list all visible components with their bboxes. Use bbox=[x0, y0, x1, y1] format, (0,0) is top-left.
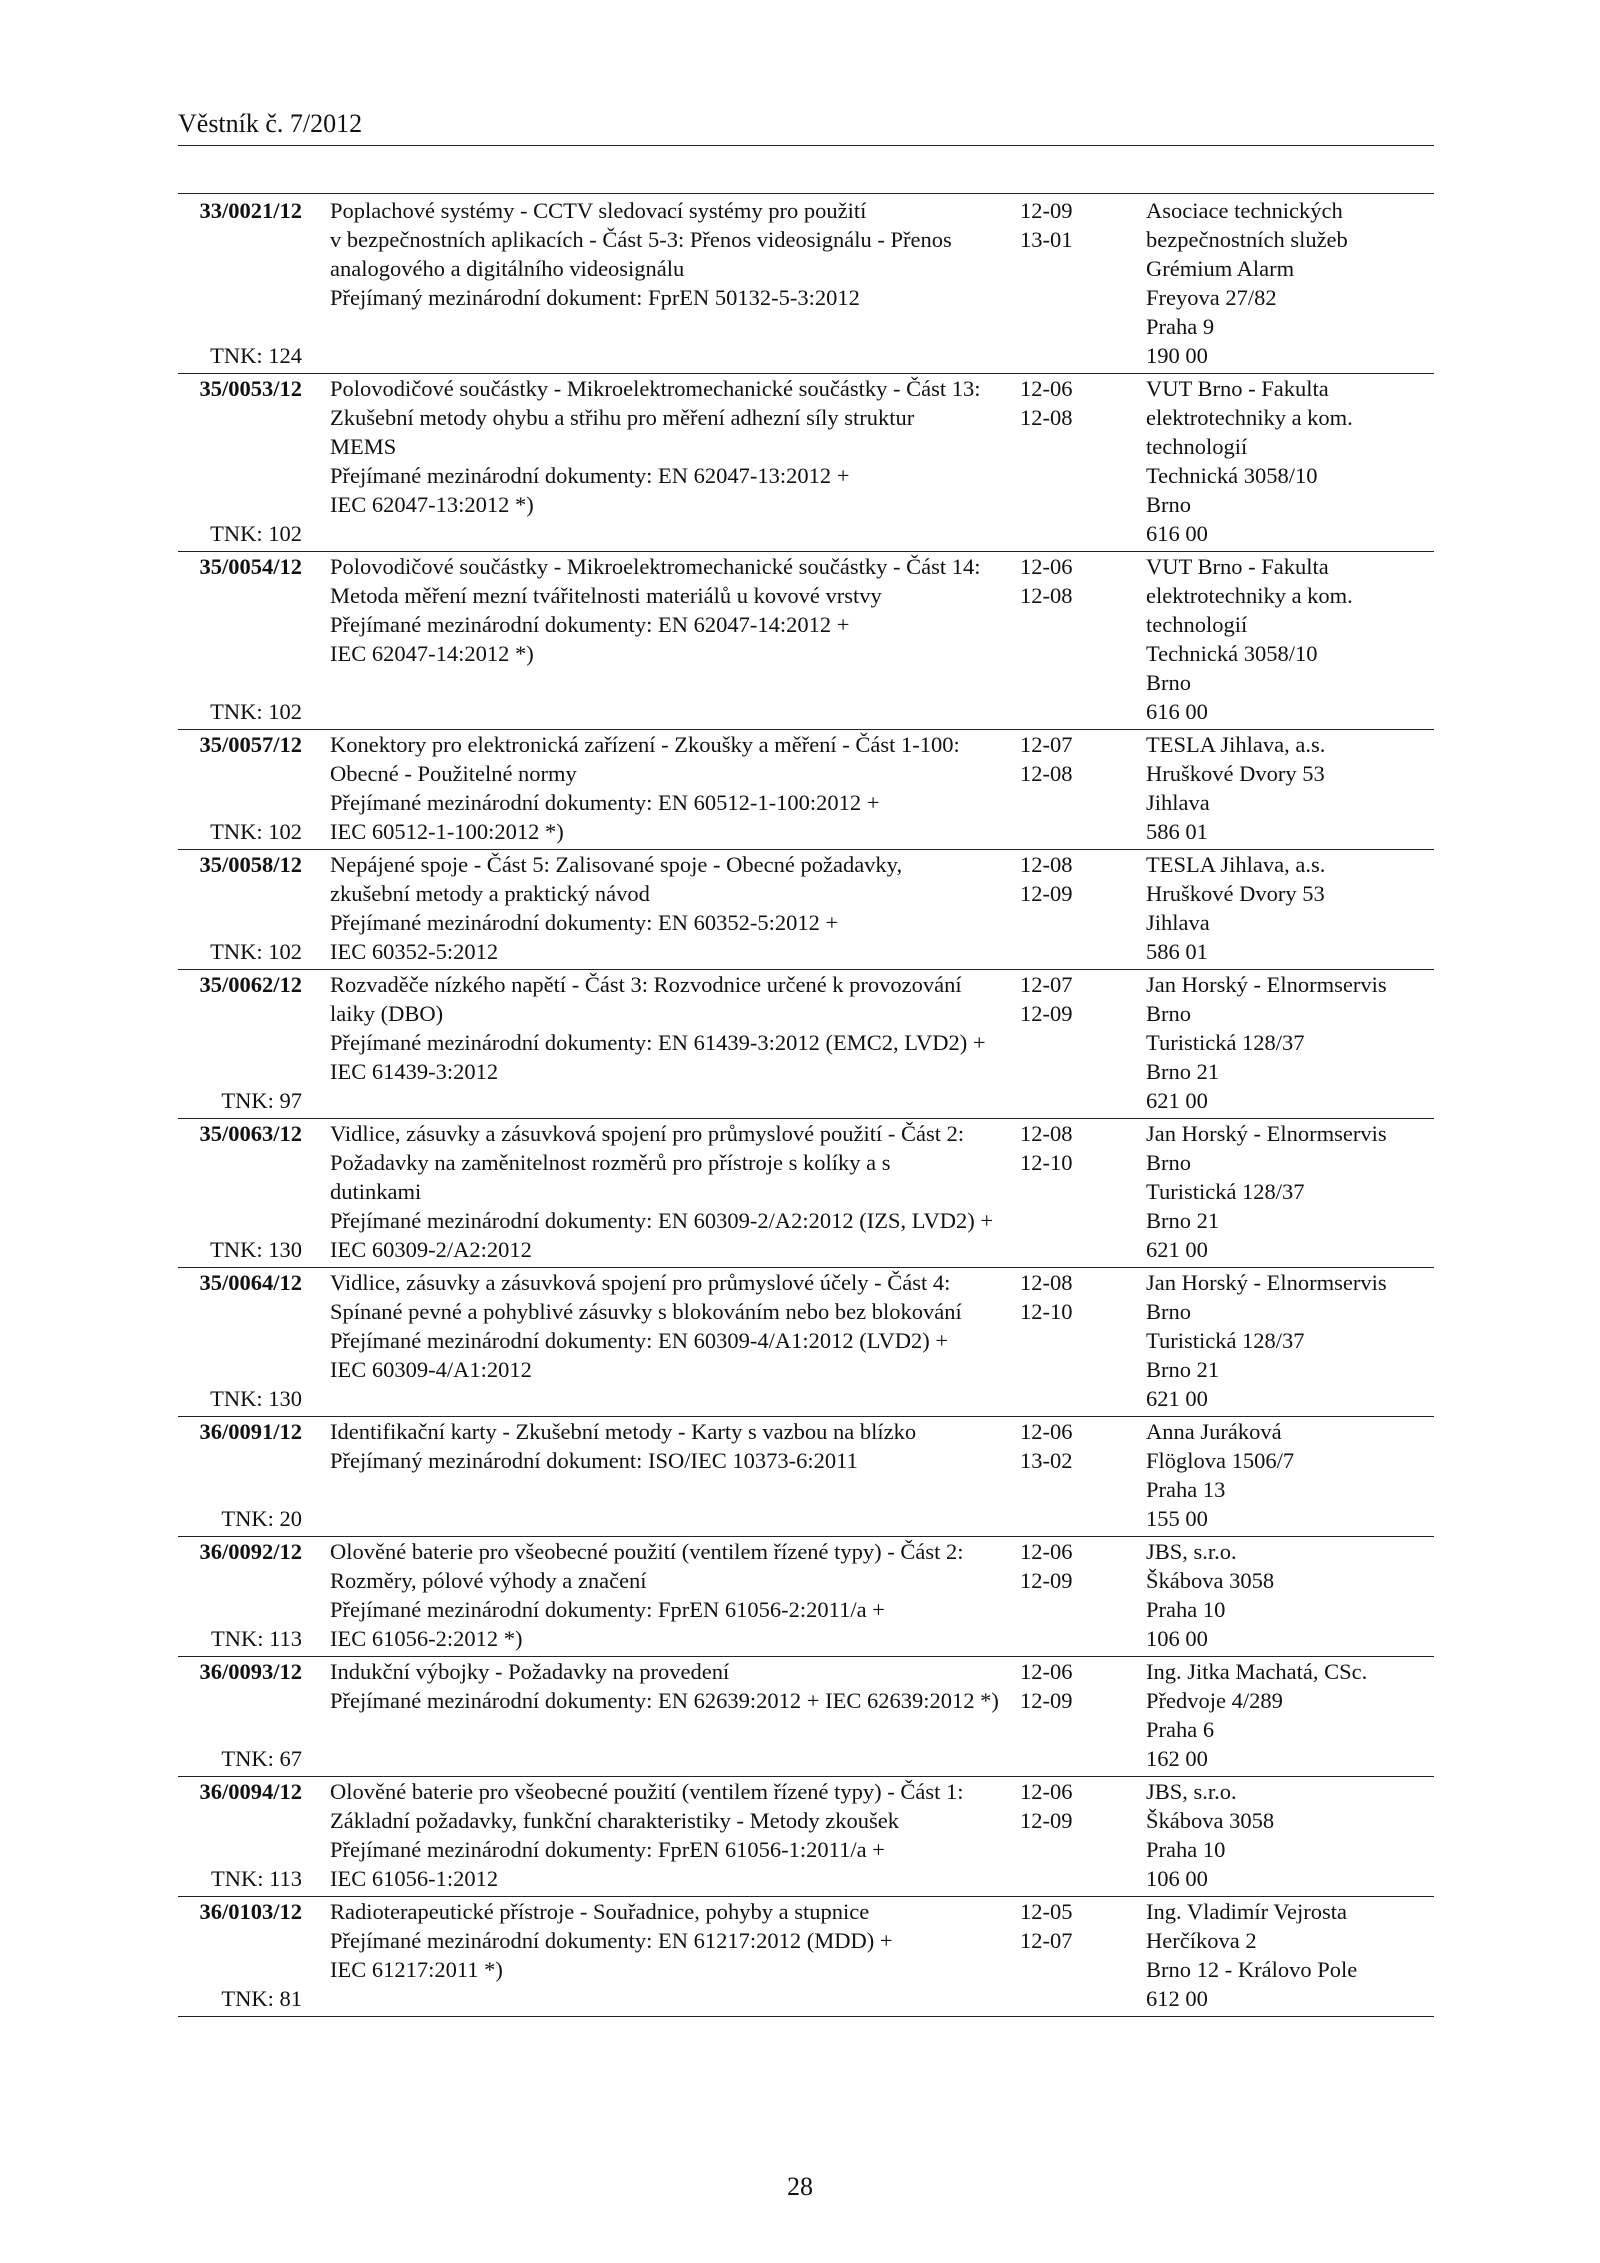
entry-address-line: Hruškové Dvory 53 bbox=[1146, 881, 1325, 906]
table-row bbox=[178, 1657, 1434, 1777]
entry-dates bbox=[1020, 970, 1136, 1115]
entry-title-line: v bezpečnostních aplikacích - Část 5-3: Přenos videosignálu - Přenos bbox=[330, 227, 952, 252]
entry-title-line: Polovodičové součástky - Mikroelektromechanické součástky - Část 13: bbox=[330, 376, 981, 401]
entry-address-line: 621 00 bbox=[1146, 1088, 1208, 1113]
entry-address-line: Brno 21 bbox=[1146, 1059, 1220, 1084]
entry-id-column bbox=[178, 1268, 302, 1413]
entry-address-line: Anna Juráková bbox=[1146, 1419, 1282, 1444]
table-row bbox=[178, 850, 1434, 970]
entry-dates bbox=[1020, 196, 1136, 370]
entry-address-line: VUT Brno - Fakulta bbox=[1146, 554, 1329, 579]
entry-title bbox=[302, 1417, 1020, 1533]
entry-number: 36/0092/12 bbox=[199, 1539, 302, 1564]
entry-address-line: 616 00 bbox=[1146, 699, 1208, 724]
entry-address bbox=[1136, 730, 1434, 846]
entry-address-line: Flöglova 1506/7 bbox=[1146, 1448, 1295, 1473]
entry-dates bbox=[1020, 1897, 1136, 2013]
entry-address bbox=[1136, 850, 1434, 966]
entry-title bbox=[302, 552, 1020, 726]
entry-address-line: 155 00 bbox=[1146, 1506, 1208, 1531]
entry-address-line: Ing. Jitka Machatá, CSc. bbox=[1146, 1659, 1368, 1684]
entry-tnk: TNK: 124 bbox=[210, 343, 302, 368]
entry-address-line: 621 00 bbox=[1146, 1386, 1208, 1411]
entry-date: 12-06 bbox=[1020, 1779, 1073, 1804]
entry-dates bbox=[1020, 730, 1136, 846]
entry-address-line: Brno bbox=[1146, 1001, 1191, 1026]
entry-address bbox=[1136, 970, 1434, 1115]
entry-title bbox=[302, 1537, 1020, 1653]
entry-title-line: Metoda měření mezní tvářitelnosti materiálů u kovové vrstvy bbox=[330, 583, 882, 608]
entry-date: 13-01 bbox=[1020, 227, 1073, 252]
entry-title-line: IEC 62047-13:2012 *) bbox=[330, 492, 534, 517]
entry-date: 12-07 bbox=[1020, 732, 1073, 757]
journal-title: Věstník č. 7/2012 bbox=[178, 109, 363, 138]
entry-title-line: IEC 60352-5:2012 bbox=[330, 939, 499, 964]
entry-id-column bbox=[178, 1537, 302, 1653]
entry-address-line: Herčíkova 2 bbox=[1146, 1928, 1257, 1953]
entry-date: 12-09 bbox=[1020, 1568, 1073, 1593]
entry-address-line: Brno bbox=[1146, 1150, 1191, 1175]
entry-number: 36/0091/12 bbox=[199, 1419, 302, 1444]
entry-title-line: Přejímané mezinárodní dokumenty: EN 61217:2012 (MDD) + bbox=[330, 1928, 893, 1953]
entry-tnk: TNK: 81 bbox=[221, 1986, 302, 2011]
table-row bbox=[178, 1417, 1434, 1537]
entry-tnk: TNK: 130 bbox=[210, 1237, 302, 1262]
entry-title-line: analogového a digitálního videosignálu bbox=[330, 256, 685, 281]
entry-title bbox=[302, 1657, 1020, 1773]
entry-title-line: Přejímané mezinárodní dokumenty: EN 60352-5:2012 + bbox=[330, 910, 839, 935]
table-row bbox=[178, 1777, 1434, 1897]
entry-title bbox=[302, 730, 1020, 846]
entry-id-column bbox=[178, 1777, 302, 1893]
entry-address-line: Technická 3058/10 bbox=[1146, 463, 1318, 488]
entry-dates bbox=[1020, 1268, 1136, 1413]
entry-address-line: technologií bbox=[1146, 612, 1248, 637]
entry-date: 12-09 bbox=[1020, 1808, 1073, 1833]
entry-date: 12-08 bbox=[1020, 1270, 1073, 1295]
entry-id-column bbox=[178, 552, 302, 726]
entry-tnk: TNK: 20 bbox=[221, 1506, 302, 1531]
entry-title-line: Indukční výbojky - Požadavky na provedení bbox=[330, 1659, 730, 1684]
page-number: 28 bbox=[787, 2172, 813, 2201]
entry-number: 35/0064/12 bbox=[199, 1270, 302, 1295]
table-row bbox=[178, 374, 1434, 552]
entry-title-line: Přejímaný mezinárodní dokument: FprEN 50132-5-3:2012 bbox=[330, 285, 860, 310]
entry-address-line: Jan Horský - Elnormservis bbox=[1146, 1270, 1387, 1295]
entry-address-line: Škábova 3058 bbox=[1146, 1568, 1275, 1593]
entry-title-line: Olověné baterie pro všeobecné použití (ventilem řízené typy) - Část 2: bbox=[330, 1539, 964, 1564]
entry-address-line: 612 00 bbox=[1146, 1986, 1208, 2011]
entry-title-line: Radioterapeutické přístroje - Souřadnice, pohyby a stupnice bbox=[330, 1899, 870, 1924]
entry-address-line: elektrotechniky a kom. bbox=[1146, 583, 1353, 608]
entry-id-column bbox=[178, 730, 302, 846]
entry-date: 12-09 bbox=[1020, 1688, 1073, 1713]
entry-title-line: Zkušební metody ohybu a střihu pro měření adhezní síly struktur bbox=[330, 405, 915, 430]
entry-id-column bbox=[178, 374, 302, 548]
entry-id-column bbox=[178, 1897, 302, 2013]
header-rule bbox=[178, 145, 1434, 146]
entry-address-line: 586 01 bbox=[1146, 819, 1208, 844]
entry-address-line: 621 00 bbox=[1146, 1237, 1208, 1262]
entry-address-line: Jihlava bbox=[1146, 790, 1210, 815]
entry-address-line: Předvoje 4/289 bbox=[1146, 1688, 1283, 1713]
entry-address bbox=[1136, 1119, 1434, 1264]
entry-title-line: Přejímané mezinárodní dokumenty: EN 60309-2/A2:2012 (IZS, LVD2) + bbox=[330, 1208, 994, 1233]
entry-address-line: Praha 9 bbox=[1146, 314, 1215, 339]
entry-title-line: IEC 60309-2/A2:2012 bbox=[330, 1237, 532, 1262]
entry-address-line: JBS, s.r.o. bbox=[1146, 1779, 1237, 1804]
entry-address bbox=[1136, 1657, 1434, 1773]
entry-address-line: Grémium Alarm bbox=[1146, 256, 1295, 281]
entry-tnk: TNK: 102 bbox=[210, 819, 302, 844]
entry-dates bbox=[1020, 1417, 1136, 1533]
entry-tnk: TNK: 113 bbox=[210, 1626, 302, 1651]
entry-title-line: Konektory pro elektronická zařízení - Zkoušky a měření - Část 1-100: bbox=[330, 732, 960, 757]
entry-date: 12-08 bbox=[1020, 852, 1073, 877]
entry-date: 12-08 bbox=[1020, 583, 1073, 608]
entry-number: 35/0054/12 bbox=[199, 554, 302, 579]
entry-address-line: TESLA Jihlava, a.s. bbox=[1146, 852, 1326, 877]
entry-date: 12-06 bbox=[1020, 1419, 1073, 1444]
entry-title bbox=[302, 970, 1020, 1115]
entry-tnk: TNK: 97 bbox=[221, 1088, 302, 1113]
entry-dates bbox=[1020, 552, 1136, 726]
entry-address-line: 190 00 bbox=[1146, 343, 1208, 368]
entry-title-line: IEC 61439-3:2012 bbox=[330, 1059, 499, 1084]
entry-tnk: TNK: 102 bbox=[210, 939, 302, 964]
entry-address-line: Turistická 128/37 bbox=[1146, 1179, 1305, 1204]
table-row bbox=[178, 1268, 1434, 1417]
entry-title-line: Přejímané mezinárodní dokumenty: EN 62047-13:2012 + bbox=[330, 463, 850, 488]
entry-address-line: Škábova 3058 bbox=[1146, 1808, 1275, 1833]
entry-title-line: IEC 61056-1:2012 bbox=[330, 1866, 499, 1891]
entry-address-line: Jan Horský - Elnormservis bbox=[1146, 972, 1387, 997]
entry-number: 36/0103/12 bbox=[199, 1899, 302, 1924]
entry-address-line: Praha 13 bbox=[1146, 1477, 1226, 1502]
entry-title-line: Polovodičové součástky - Mikroelektromechanické součástky - Část 14: bbox=[330, 554, 981, 579]
entry-title-line: Identifikační karty - Zkušební metody - Karty s vazbou na blízko bbox=[330, 1419, 917, 1444]
entry-title-line: Přejímané mezinárodní dokumenty: EN 60512-1-100:2012 + bbox=[330, 790, 880, 815]
entry-title bbox=[302, 1268, 1020, 1413]
entry-address-line: 106 00 bbox=[1146, 1866, 1208, 1891]
entry-address-line: Asociace technických bbox=[1146, 198, 1343, 223]
entry-date: 12-06 bbox=[1020, 1539, 1073, 1564]
entry-id-column bbox=[178, 1119, 302, 1264]
entry-title-line: Spínané pevné a pohyblivé zásuvky s blokováním nebo bez blokování bbox=[330, 1299, 962, 1324]
entry-address-line: 586 01 bbox=[1146, 939, 1208, 964]
entry-id-column bbox=[178, 970, 302, 1115]
entry-title-line: Přejímané mezinárodní dokumenty: EN 61439-3:2012 (EMC2, LVD2) + bbox=[330, 1030, 986, 1055]
entry-address bbox=[1136, 1777, 1434, 1893]
entry-date: 12-09 bbox=[1020, 1001, 1073, 1026]
entry-tnk: TNK: 102 bbox=[210, 521, 302, 546]
entry-date: 12-09 bbox=[1020, 198, 1073, 223]
entry-address-line: Praha 6 bbox=[1146, 1717, 1215, 1742]
entry-address-line: JBS, s.r.o. bbox=[1146, 1539, 1237, 1564]
entry-id-column bbox=[178, 850, 302, 966]
entry-id-column bbox=[178, 196, 302, 370]
entry-title bbox=[302, 850, 1020, 966]
entry-tnk: TNK: 113 bbox=[210, 1866, 302, 1891]
table-row bbox=[178, 196, 1434, 374]
entry-title bbox=[302, 1119, 1020, 1264]
entry-title-line: IEC 60309-4/A1:2012 bbox=[330, 1357, 532, 1382]
entry-address-line: Turistická 128/37 bbox=[1146, 1030, 1305, 1055]
entry-date: 12-08 bbox=[1020, 761, 1073, 786]
entry-title-line: Přejímané mezinárodní dokumenty: EN 62639:2012 + IEC 62639:2012 *) bbox=[330, 1688, 999, 1713]
entry-title bbox=[302, 196, 1020, 370]
table-row bbox=[178, 1119, 1434, 1268]
entry-date: 12-08 bbox=[1020, 1121, 1073, 1146]
entry-address-line: TESLA Jihlava, a.s. bbox=[1146, 732, 1326, 757]
entry-date: 12-06 bbox=[1020, 1659, 1073, 1684]
entry-id-column bbox=[178, 1417, 302, 1533]
entry-date: 12-08 bbox=[1020, 405, 1073, 430]
entry-title-line: dutinkami bbox=[330, 1179, 422, 1204]
entry-address-line: Praha 10 bbox=[1146, 1837, 1226, 1862]
entry-number: 35/0063/12 bbox=[199, 1121, 302, 1146]
entry-title-line: Obecné - Použitelné normy bbox=[330, 761, 577, 786]
entry-address bbox=[1136, 1537, 1434, 1653]
entry-number: 36/0094/12 bbox=[199, 1779, 302, 1804]
entry-title-line: Vidlice, zásuvky a zásuvková spojení pro průmyslové použití - Část 2: bbox=[330, 1121, 965, 1146]
entry-dates bbox=[1020, 1657, 1136, 1773]
entry-title-line: Základní požadavky, funkční charakteristiky - Metody zkoušek bbox=[330, 1808, 899, 1833]
table-top-rule bbox=[178, 193, 1434, 194]
entry-tnk: TNK: 102 bbox=[210, 699, 302, 724]
entry-title-line: laiky (DBO) bbox=[330, 1001, 444, 1026]
entry-address-line: Turistická 128/37 bbox=[1146, 1328, 1305, 1353]
entry-address-line: technologií bbox=[1146, 434, 1248, 459]
entry-number: 33/0021/12 bbox=[199, 198, 302, 223]
entry-address-line: Brno 21 bbox=[1146, 1357, 1220, 1382]
entry-title bbox=[302, 1897, 1020, 2013]
entry-title-line: Přejímané mezinárodní dokumenty: EN 62047-14:2012 + bbox=[330, 612, 850, 637]
entry-title-line: Rozvaděče nízkého napětí - Část 3: Rozvodnice určené k provozování bbox=[330, 972, 962, 997]
entry-date: 12-09 bbox=[1020, 881, 1073, 906]
table-row bbox=[178, 730, 1434, 850]
entry-date: 12-10 bbox=[1020, 1150, 1073, 1175]
entry-number: 35/0062/12 bbox=[199, 972, 302, 997]
entry-title-line: MEMS bbox=[330, 434, 397, 459]
entry-title bbox=[302, 374, 1020, 548]
entry-address-line: Jan Horský - Elnormservis bbox=[1146, 1121, 1387, 1146]
entry-address-line: Brno bbox=[1146, 1299, 1191, 1324]
entry-address-line: 106 00 bbox=[1146, 1626, 1208, 1651]
entry-address-line: bezpečnostních služeb bbox=[1146, 227, 1348, 252]
entry-number: 35/0057/12 bbox=[199, 732, 302, 757]
entry-date: 13-02 bbox=[1020, 1448, 1073, 1473]
entry-date: 12-06 bbox=[1020, 376, 1073, 401]
entry-address-line: Ing. Vladimír Vejrosta bbox=[1146, 1899, 1348, 1924]
entry-address-line: Hruškové Dvory 53 bbox=[1146, 761, 1325, 786]
entry-date: 12-05 bbox=[1020, 1899, 1073, 1924]
entry-address bbox=[1136, 1417, 1434, 1533]
entry-title-line: IEC 60512-1-100:2012 *) bbox=[330, 819, 564, 844]
standards-table bbox=[178, 196, 1434, 2017]
entry-address-line: Jihlava bbox=[1146, 910, 1210, 935]
entry-address bbox=[1136, 196, 1434, 370]
entry-tnk: TNK: 130 bbox=[210, 1386, 302, 1411]
entry-title-line: Požadavky na zaměnitelnost rozměrů pro přístroje s kolíky a s bbox=[330, 1150, 891, 1175]
entry-date: 12-10 bbox=[1020, 1299, 1073, 1324]
entry-dates bbox=[1020, 374, 1136, 548]
entry-title-line: IEC 61217:2011 *) bbox=[330, 1957, 503, 1982]
table-row bbox=[178, 970, 1434, 1119]
entry-title-line: Rozměry, pólové výhody a značení bbox=[330, 1568, 647, 1593]
table-row bbox=[178, 552, 1434, 730]
entry-address bbox=[1136, 374, 1434, 548]
entry-title bbox=[302, 1777, 1020, 1893]
entry-id-column bbox=[178, 1657, 302, 1773]
entry-number: 35/0053/12 bbox=[199, 376, 302, 401]
entry-address-line: Brno 21 bbox=[1146, 1208, 1220, 1233]
entry-number: 35/0058/12 bbox=[199, 852, 302, 877]
entry-tnk: TNK: 67 bbox=[221, 1746, 302, 1771]
entry-address-line: 616 00 bbox=[1146, 521, 1208, 546]
entry-address-line: Praha 10 bbox=[1146, 1597, 1226, 1622]
entry-dates bbox=[1020, 1777, 1136, 1893]
entry-address-line: Brno 12 - Královo Pole bbox=[1146, 1957, 1358, 1982]
entry-dates bbox=[1020, 1119, 1136, 1264]
entry-title-line: IEC 61056-2:2012 *) bbox=[330, 1626, 523, 1651]
entry-number: 36/0093/12 bbox=[199, 1659, 302, 1684]
entry-address-line: Brno bbox=[1146, 492, 1191, 517]
entry-title-line: Olověné baterie pro všeobecné použití (ventilem řízené typy) - Část 1: bbox=[330, 1779, 964, 1804]
entry-date: 12-06 bbox=[1020, 554, 1073, 579]
entry-address bbox=[1136, 1897, 1434, 2013]
entry-title-line: Přejímané mezinárodní dokumenty: FprEN 61056-2:2011/a + bbox=[330, 1597, 885, 1622]
entry-title-line: Poplachové systémy - CCTV sledovací systémy pro použití bbox=[330, 198, 867, 223]
entry-title-line: zkušební metody a praktický návod bbox=[330, 881, 650, 906]
entry-address-line: Brno bbox=[1146, 670, 1191, 695]
entry-date: 12-07 bbox=[1020, 972, 1073, 997]
entry-address-line: Freyova 27/82 bbox=[1146, 285, 1277, 310]
entry-title-line: Nepájené spoje - Část 5: Zalisované spoje - Obecné požadavky, bbox=[330, 852, 903, 877]
entry-dates bbox=[1020, 1537, 1136, 1653]
entry-title-line: Přejímané mezinárodní dokumenty: FprEN 61056-1:2011/a + bbox=[330, 1837, 885, 1862]
entry-address bbox=[1136, 1268, 1434, 1413]
entry-title-line: Přejímaný mezinárodní dokument: ISO/IEC 10373-6:2011 bbox=[330, 1448, 858, 1473]
entry-address-line: Technická 3058/10 bbox=[1146, 641, 1318, 666]
entry-title-line: IEC 62047-14:2012 *) bbox=[330, 641, 534, 666]
entry-title-line: Vidlice, zásuvky a zásuvková spojení pro průmyslové účely - Část 4: bbox=[330, 1270, 951, 1295]
entry-date: 12-07 bbox=[1020, 1928, 1073, 1953]
table-row bbox=[178, 1537, 1434, 1657]
entry-address bbox=[1136, 552, 1434, 726]
entry-dates bbox=[1020, 850, 1136, 966]
entry-address-line: 162 00 bbox=[1146, 1746, 1208, 1771]
table-row bbox=[178, 1897, 1434, 2017]
entry-address-line: VUT Brno - Fakulta bbox=[1146, 376, 1329, 401]
entry-address-line: elektrotechniky a kom. bbox=[1146, 405, 1353, 430]
entry-title-line: Přejímané mezinárodní dokumenty: EN 60309-4/A1:2012 (LVD2) + bbox=[330, 1328, 949, 1353]
